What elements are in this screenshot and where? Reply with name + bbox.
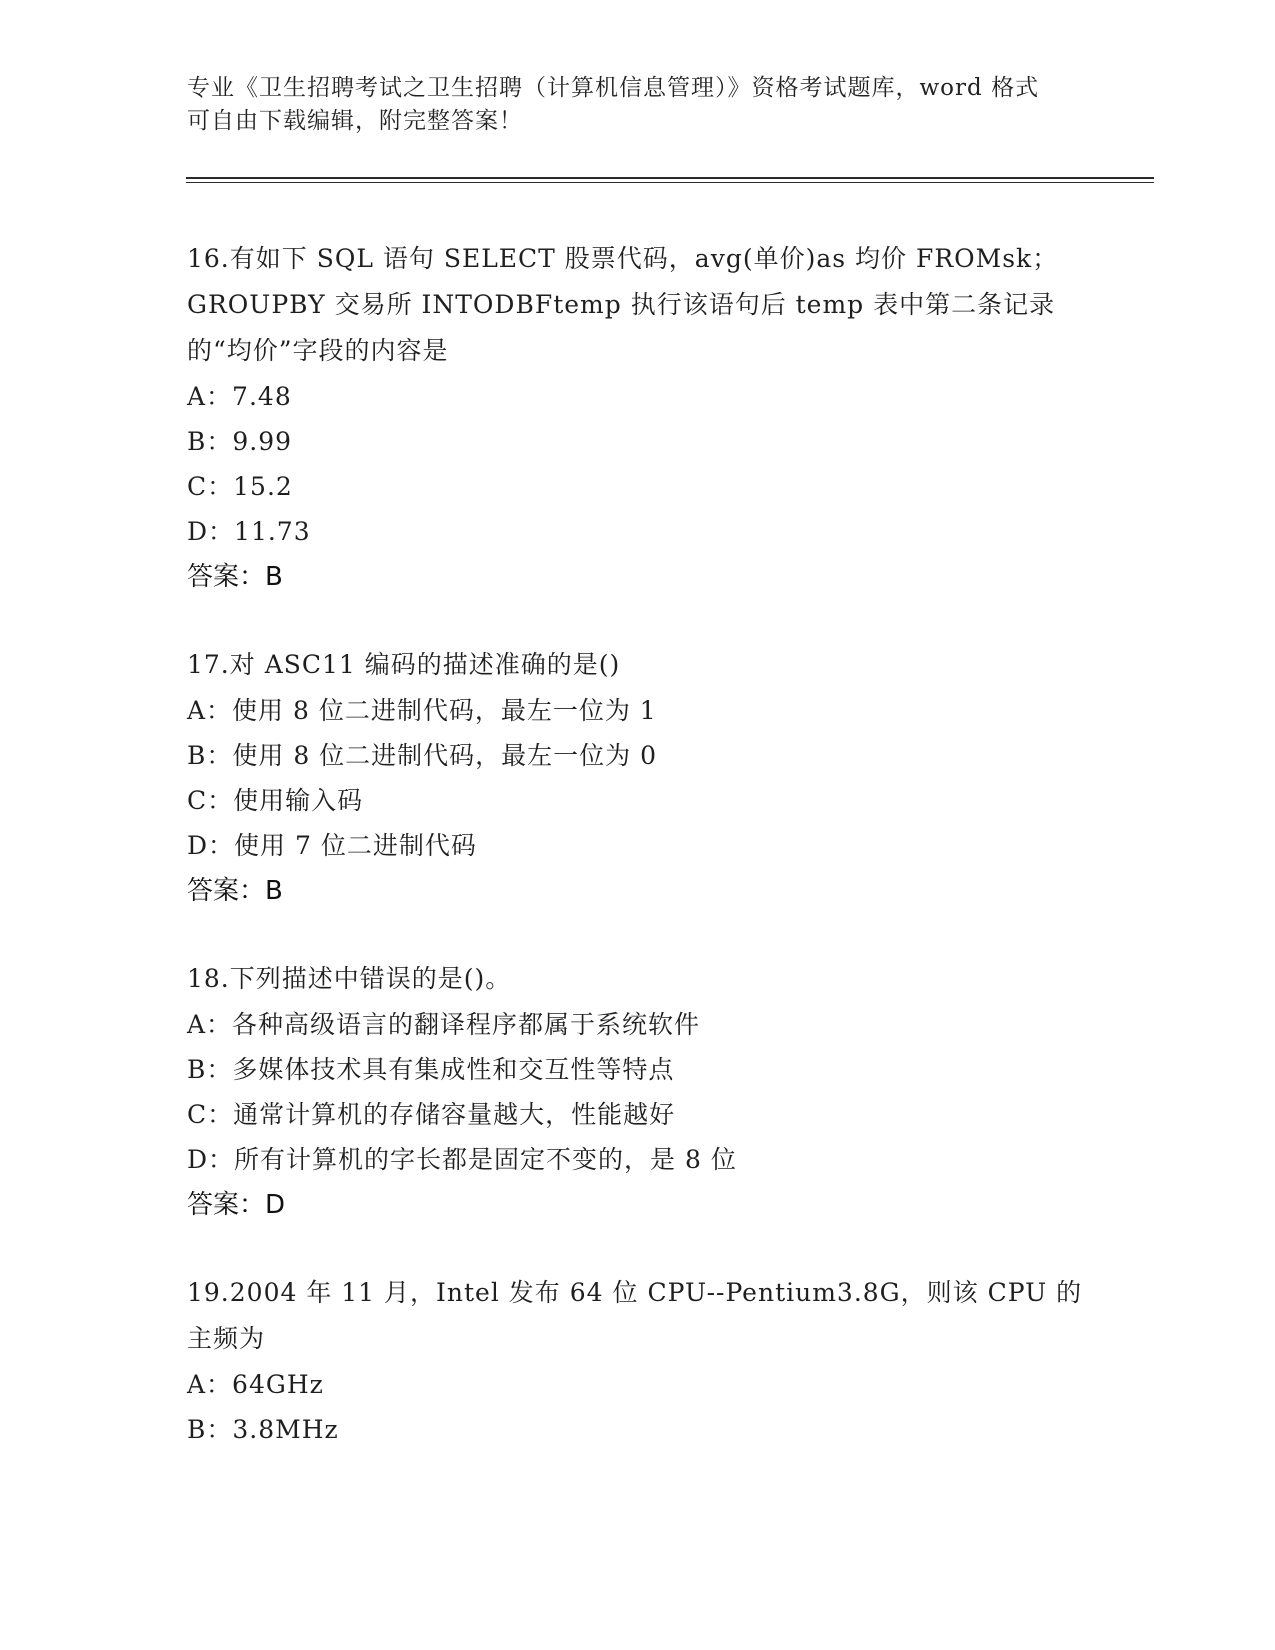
option-b: B：多媒体技术具有集成性和交互性等特点 xyxy=(187,1055,675,1084)
option-a: A：7.48 xyxy=(187,382,292,411)
question-stem: 17.对 ASC11 编码的描述准确的是() xyxy=(187,650,621,679)
question-stem: 19.2004 年 11 月，Intel 发布 64 位 CPU--Pentium3.8G，则该 CPU 的主频为 xyxy=(187,1278,1083,1353)
header-line-2: 可自由下载编辑，附完整答案！ xyxy=(187,108,523,134)
question-stem: 18.下列描述中错误的是()。 xyxy=(187,964,512,993)
question-16 xyxy=(187,236,1087,600)
question-18 xyxy=(187,956,1087,1228)
option-d: D：11.73 xyxy=(187,517,311,546)
question-stem: 16.有如下 SQL 语句 SELECT 股票代码，avg(单价)as 均价 FROMsk；GROUPBY 交易所 INTODBFtemp 执行该语句后 temp 表中第二条记录的“均价”字段的内容是 xyxy=(187,244,1059,365)
option-a: A：64GHz xyxy=(187,1370,324,1399)
option-c: C：使用输入码 xyxy=(187,786,364,815)
answer-label: 答案：D xyxy=(187,1190,286,1220)
document-header xyxy=(187,72,1087,138)
question-list xyxy=(187,236,1087,1494)
question-19 xyxy=(187,1270,1087,1452)
header-line-1: 专业《卫生招聘考试之卫生招聘（计算机信息管理）》资格考试题库，word 格式 xyxy=(187,75,1040,101)
header-divider-thick xyxy=(186,177,1154,179)
option-b: B：9.99 xyxy=(187,427,293,456)
option-c: C：通常计算机的存储容量越大，性能越好 xyxy=(187,1100,676,1129)
option-b: B：使用 8 位二进制代码，最左一位为 0 xyxy=(187,741,658,770)
question-17 xyxy=(187,642,1087,914)
option-d: D：所有计算机的字长都是固定不变的，是 8 位 xyxy=(187,1145,737,1174)
answer-label: 答案：B xyxy=(187,562,283,592)
option-c: C：15.2 xyxy=(187,472,293,501)
option-a: A：使用 8 位二进制代码，最左一位为 1 xyxy=(187,696,657,725)
answer-label: 答案：B xyxy=(187,876,283,906)
option-b: B：3.8MHz xyxy=(187,1415,339,1444)
option-a: A：各种高级语言的翻译程序都属于系统软件 xyxy=(187,1010,701,1039)
header-divider-thin xyxy=(186,182,1154,183)
option-d: D：使用 7 位二进制代码 xyxy=(187,831,477,860)
